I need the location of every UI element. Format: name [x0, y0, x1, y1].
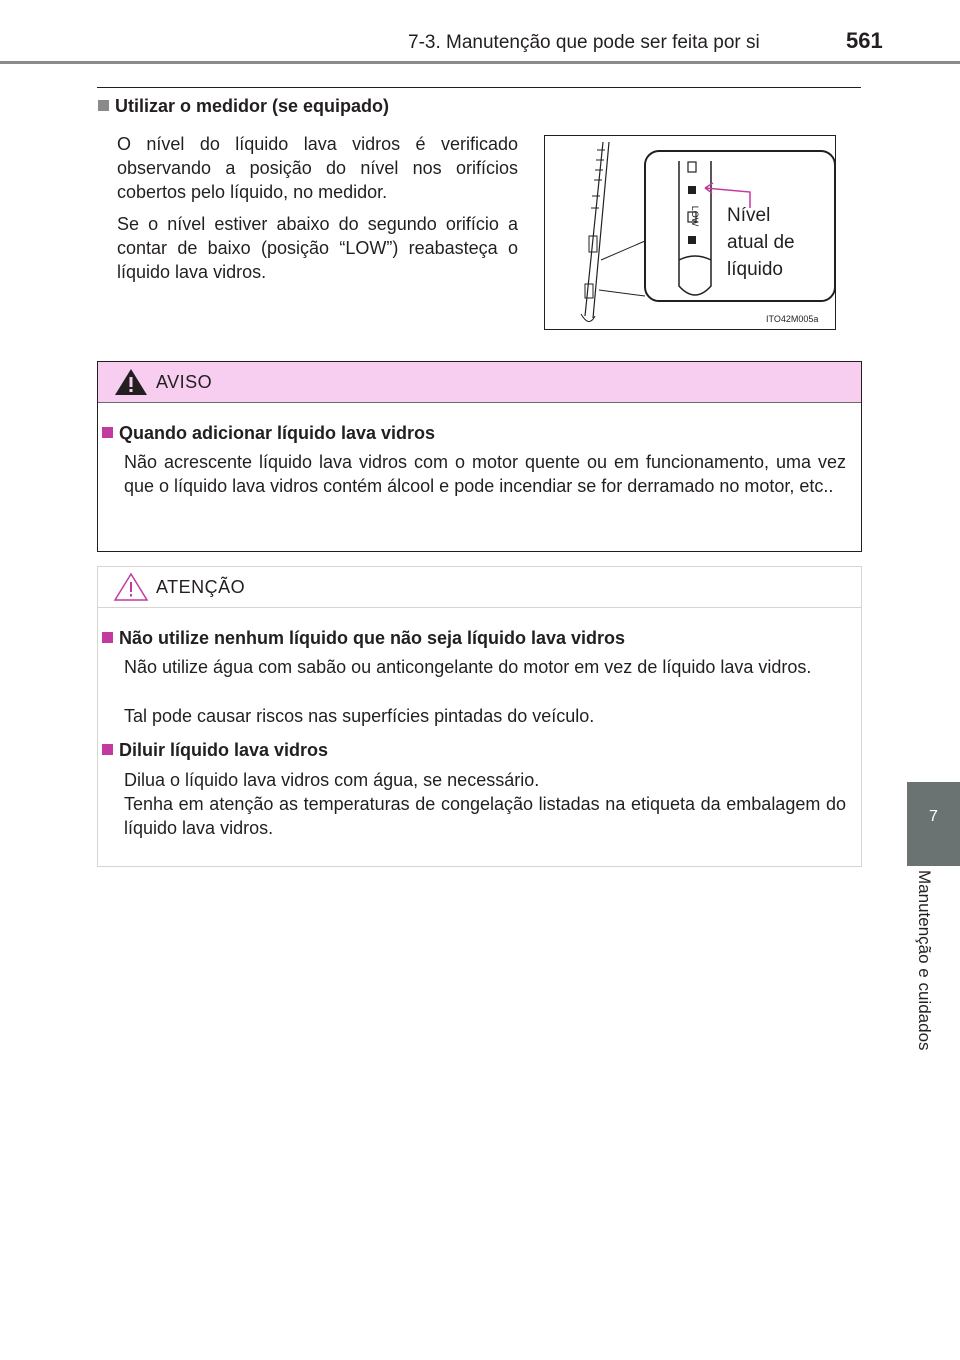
section-paragraph-1: O nível do líquido lava vidros é verificado observando a posição do nível nos orifícios cobertos pelo líquido, no medidor.	[117, 134, 518, 202]
caution-item-title-2	[102, 740, 328, 761]
square-bullet-icon	[98, 100, 109, 111]
caution-item-1-text-1: Não utilize água com sabão ou anticongelante do motor em vez de líquido lava vidros.	[124, 657, 812, 677]
caution-box	[97, 566, 862, 867]
warning-item-text: Não acrescente líquido lava vidros com o motor quente ou em funcionamento, uma vez que o líquido lava vidros contém álcool e pode incendiar se for derramado no motor, etc..	[124, 452, 846, 496]
caution-heading: ATENÇÃO	[156, 577, 246, 597]
caution-triangle-icon	[113, 572, 149, 602]
square-bullet-icon	[102, 744, 113, 755]
gauge-figure	[544, 135, 836, 330]
section-rule	[97, 87, 861, 88]
warning-box	[97, 361, 862, 552]
warning-triangle-icon	[113, 367, 149, 397]
gauge-low-text: LOW	[690, 205, 700, 227]
header-rule	[0, 61, 960, 64]
figure-label-line-2: atual de	[727, 232, 795, 253]
caution-item-title-1-text: Não utilize nenhum líquido que não seja líquido lava vidros	[119, 628, 626, 648]
chapter-title: Manutenção e cuidados	[915, 870, 934, 1051]
caution-item-2-text-1: Dilua o líquido lava vidros com água, se necessário.	[124, 770, 540, 790]
square-bullet-icon	[102, 632, 113, 643]
figure-label-line-1: Nível	[727, 205, 771, 226]
figure-id: ITO42M005a	[766, 314, 819, 324]
section-paragraph-2: Se o nível estiver abaixo do segundo orifício a contar de baixo (posição “LOW”) reabasteça o líquido lava vidros.	[117, 214, 518, 282]
warning-item-title-text: Quando adicionar líquido lava vidros	[119, 423, 436, 443]
header-section-title: 7-3. Manutenção que pode ser feita por si	[408, 32, 760, 53]
chapter-number: 7	[929, 808, 938, 825]
caution-item-2-text-2: Tenha em atenção as temperaturas de congelação listadas na etiqueta da embalagem do líquido lava vidros.	[124, 794, 846, 838]
section-title-text: Utilizar o medidor (se equipado)	[115, 96, 390, 116]
warning-heading: AVISO	[156, 372, 213, 392]
figure-label-line-3: líquido	[727, 259, 783, 280]
caution-header	[98, 567, 861, 608]
chapter-tab	[907, 782, 960, 866]
warning-item-title	[102, 423, 435, 444]
caution-item-1-text-2: Tal pode causar riscos nas superfícies pintadas do veículo.	[124, 706, 595, 726]
warning-header	[98, 362, 861, 403]
figure-label	[727, 202, 795, 283]
page-number: 561	[846, 28, 883, 53]
caution-item-title-2-text: Diluir líquido lava vidros	[119, 740, 329, 760]
section-title	[98, 96, 389, 117]
square-bullet-icon	[102, 427, 113, 438]
caution-item-title-1	[102, 628, 625, 649]
